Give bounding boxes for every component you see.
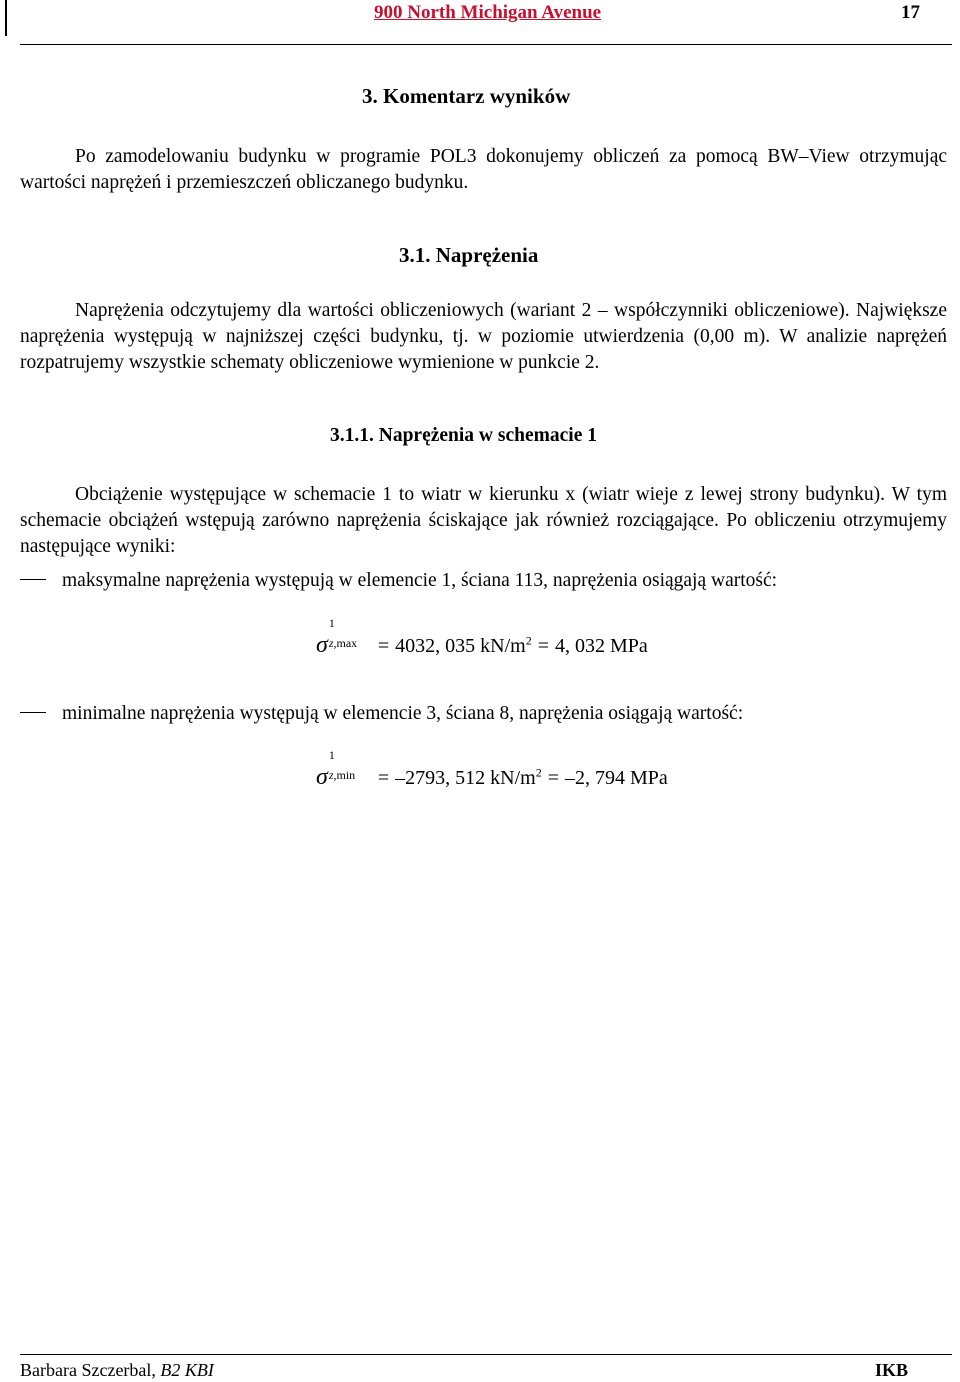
formula-min <box>316 748 668 791</box>
dash-marker <box>20 712 46 713</box>
footer-author <box>20 1360 214 1381</box>
value-mpa: –2, 794 MPa <box>564 767 668 789</box>
page-number: 17 <box>901 2 920 23</box>
unit-power: 2 <box>535 765 542 780</box>
subscript-var: z <box>328 768 334 782</box>
section-intro <box>20 144 947 196</box>
subsection-heading: 3.1. Naprężenia <box>399 243 539 267</box>
value-kn: –2793, 512 kN/m <box>395 767 536 789</box>
equals-sign: = <box>377 767 390 789</box>
subsection-text <box>20 298 947 376</box>
equals-sign: = <box>377 635 390 657</box>
subscript <box>329 636 357 651</box>
equals-sign: = <box>537 635 549 657</box>
stress-paragraph: Naprężenia odczytujemy dla wartości obliczeniowych (wariant 2 – współczynniki obliczeniowe). Największe naprężenia występują w najniższej części budynku, tj. w poziomie utwierdzenia (0,00 m). W analizie naprężeń rozpatrujemy wszystkie schematy obliczeniowe wymienione w punkcie 2. <box>20 300 947 373</box>
subsubsection-heading: 3.1.1. Naprężenia w schemacie 1 <box>330 425 597 446</box>
intro-paragraph: Po zamodelowaniu budynku w programie POL3 dokonujemy obliczeń za pomocą BW–View otrzymując wartości naprężeń i przemieszczeń obliczanego budynku. <box>20 146 947 193</box>
bullet-text: maksymalne naprężenia występują w elemencie 1, ściana 113, naprężenia osiągają wartość: <box>62 570 778 591</box>
bullet-text: minimalne naprężenia występują w elemencie 3, ściana 8, naprężenia osiągają wartość: <box>62 703 744 724</box>
dash-marker <box>20 579 46 580</box>
section-heading: 3. Komentarz wyników <box>362 84 571 108</box>
page-header <box>20 0 952 45</box>
formula-max <box>316 616 648 659</box>
index-group <box>328 616 372 652</box>
footer-org: IKB <box>874 1360 908 1380</box>
author-name: Barbara Szczerbal, <box>20 1360 161 1380</box>
equals-sign: = <box>547 767 559 789</box>
scheme-paragraph: Obciążenie występujące w schemacie 1 to wiatr w kierunku x (wiatr wieje z lewej strony budynku). W tym schemacie obciążeń wstępują zarówno naprężenia ściskające jak również rozciągające. Po obliczeniu otrzymujemy następujące wyniki: <box>20 484 947 557</box>
header-title-link[interactable]: 900 North Michigan Avenue <box>374 2 602 23</box>
subscript <box>329 768 355 783</box>
subscript-tag: ,max <box>333 636 358 650</box>
result-bullet-min <box>20 703 743 725</box>
index-group <box>328 748 372 784</box>
unit-power: 2 <box>525 633 532 648</box>
superscript: 1 <box>328 616 335 630</box>
value-kn: 4032, 035 kN/m <box>395 635 526 657</box>
subscript-tag: ,min <box>333 768 356 782</box>
sigma-symbol: σ <box>316 632 328 658</box>
left-margin-rule <box>5 0 7 36</box>
sigma-symbol: σ <box>316 764 328 790</box>
superscript: 1 <box>328 748 335 762</box>
value-mpa: 4, 032 MPa <box>554 635 648 657</box>
subscript-var: z <box>328 636 334 650</box>
author-group: B2 KBI <box>160 1360 214 1380</box>
page-footer <box>20 1354 952 1382</box>
subsubsection-text <box>20 482 947 560</box>
result-bullet-max <box>20 570 777 592</box>
